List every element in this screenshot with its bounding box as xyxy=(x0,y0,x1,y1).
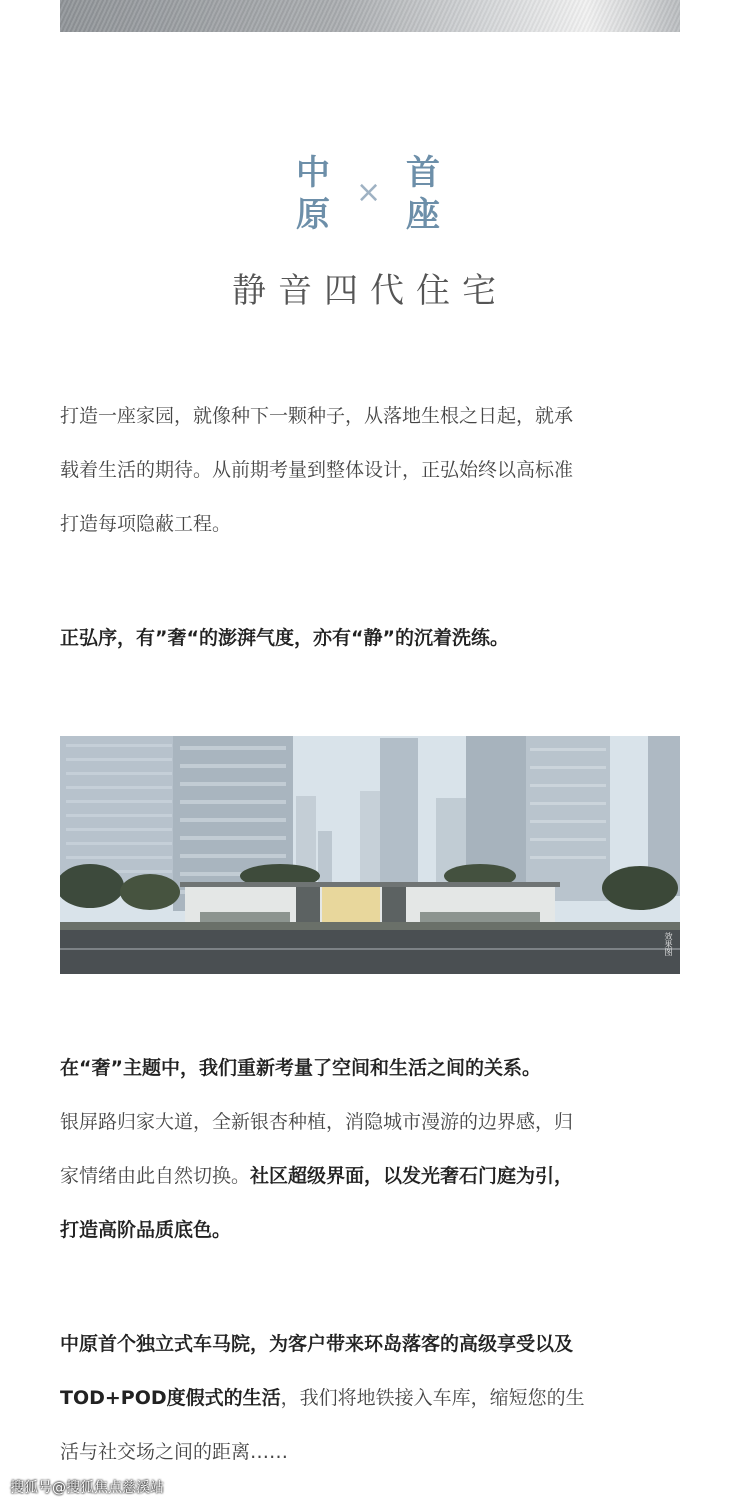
text-line: 载着生活的期待。从前期考量到整体设计，正弘始终以高标准 xyxy=(60,459,574,481)
text-line: 中原首个独立式车马院，为客户带来环岛落客的高级享受以及 xyxy=(60,1333,574,1355)
text-line: 打造一座家园，就像种下一颗种子，从落地生根之日起，就承 xyxy=(60,405,574,427)
rendering-illustration xyxy=(60,736,680,974)
text-line: TOD+POD度假式的生活，我们将地铁接入车库，缩短您的生 xyxy=(60,1387,585,1409)
watermark-text: 搜狐号@搜狐焦点慈溪站 xyxy=(10,1480,164,1496)
highlight-paragraph xyxy=(60,611,680,665)
logo-char: 原 xyxy=(296,195,330,235)
intro-paragraph xyxy=(60,389,680,551)
text-line: 正弘序，有”奢“的澎湃气度，亦有“静”的沉着洗练。 xyxy=(60,627,509,649)
logo-cross: × xyxy=(356,175,382,210)
text-line: 银屏路归家大道，全新银杏种植，消隐城市漫游的边界感，归 xyxy=(60,1111,574,1133)
text-line: 在“奢”主题中，我们重新考量了空间和生活之间的关系。 xyxy=(60,1057,541,1079)
section-subtitle: 静音四代住宅 xyxy=(232,271,508,311)
rendering-image xyxy=(60,736,680,974)
logo-char: 中 xyxy=(296,153,330,193)
text-line: 打造高阶品质底色。 xyxy=(60,1219,232,1241)
brand-logo xyxy=(288,150,458,240)
logo-char: 首 xyxy=(406,153,440,193)
text-line: 打造每项隐蔽工程。 xyxy=(60,513,232,535)
top-building-image xyxy=(60,0,680,32)
logo-char: 座 xyxy=(406,195,440,235)
text-line: 家情绪由此自然切换。社区超级界面，以发光奢石门庭为引， xyxy=(60,1165,574,1187)
image-caption: 效果图 xyxy=(664,932,673,956)
section2-paragraph xyxy=(60,1041,680,1257)
text-line: 活与社交场之间的距离…… xyxy=(60,1441,289,1463)
section3-paragraph xyxy=(60,1317,680,1479)
